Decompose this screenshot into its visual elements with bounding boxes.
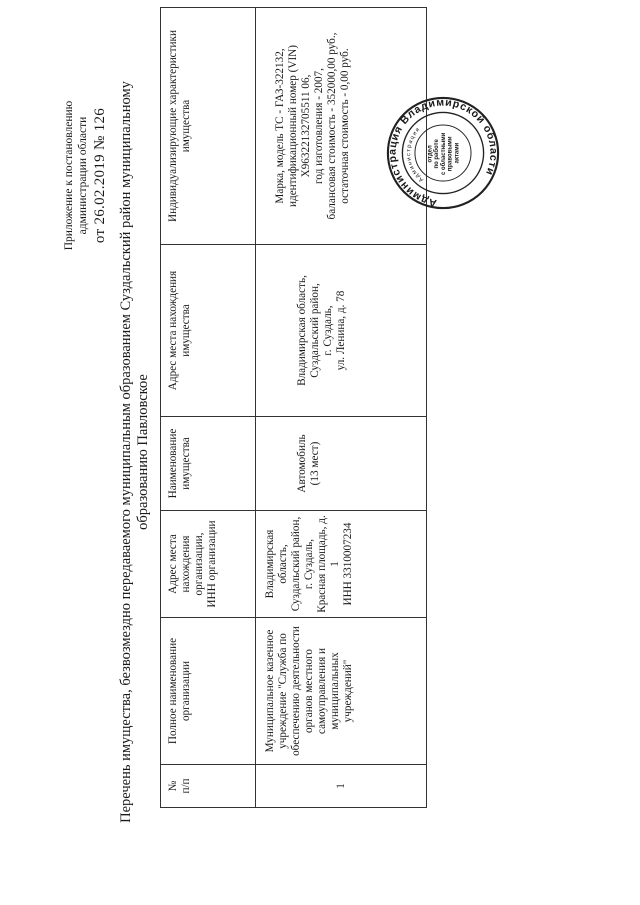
decree-date-number: от 26.02.2019 № 126 <box>92 107 108 244</box>
row-number: 1 <box>256 765 427 808</box>
characteristics-cell: Марка, модель ТС - ГАЗ-322132, идентификационный номер (VIN) X96322132705511 06, год изготовления - 2007, балансовая стоимость - 352000,00 руб., остаточная стоимость - 0,00 руб. <box>256 8 427 245</box>
property-name-cell: Автомобиль (13 мест) <box>256 417 427 511</box>
org-name-cell: Муниципальное казенное учреждение "Служба по обеспечению деятельности органов местного самоуправления и муниципальных учреждений" <box>256 618 427 765</box>
property-address-cell: Владимирская область, Суздальский район, г. Суздаль, ул. Ленина, д. 78 <box>256 245 427 417</box>
appendix-line-2: администрации области <box>77 116 89 235</box>
stamp-inner-ring-text: Администрация <box>406 126 425 183</box>
header-number: № п/п <box>161 765 256 808</box>
header-property-address: Адрес места нахождения имущества <box>161 245 256 417</box>
header-org-name: Полное наименование организации <box>161 618 256 765</box>
stamp-center-text: отдел по работе с областными правовыми актами <box>427 132 461 176</box>
header-org-address: Адрес места нахождения организации, ИНН организации <box>161 511 256 618</box>
org-address-cell: Владимирская область, Суздальский район, г. Суздаль, Красная площадь, д. 1 ИНН 3310007234 <box>256 511 427 618</box>
title-line-2: образованию Павловское <box>135 374 151 530</box>
header-property-name: Наименование имущества <box>161 417 256 511</box>
title-line-1: Перечень имущества, безвозмездно передаваемого муниципальным образованием Суздальский район муниципальному <box>118 81 134 823</box>
header-characteristics: Индивидуализирующие характеристики имущества <box>161 8 256 245</box>
document-title <box>118 27 152 877</box>
stamp-ring-text: Администрация Владимирской области <box>386 96 500 209</box>
appendix-line-1: Приложение к постановлению <box>63 100 75 251</box>
table-header-row <box>161 8 256 808</box>
appendix-note <box>62 58 110 293</box>
official-stamp <box>385 95 501 211</box>
